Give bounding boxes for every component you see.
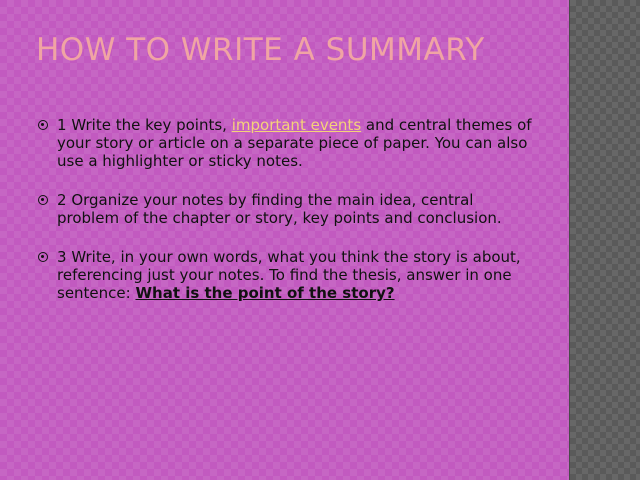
bullet-number-3: 3 xyxy=(57,248,67,266)
bullet-item-3 xyxy=(38,248,538,302)
bullet-circle-icon xyxy=(38,252,48,262)
bullet-number-2: 2 xyxy=(57,191,67,209)
bullet-circle-icon xyxy=(38,120,48,130)
bullet-1-text-after: and central themes of your story or article on a separate piece of paper. You can also use a highlighter or sticky notes. xyxy=(57,116,532,170)
bullet-1-text-before: Write the key points, xyxy=(71,116,232,134)
bullet-list xyxy=(38,116,538,323)
decorative-sidebar xyxy=(569,0,640,480)
bullet-item-1 xyxy=(38,116,538,170)
point-of-story-emphasis: What is the point of the story? xyxy=(135,284,395,302)
bullet-3-text-before: Write, in your own words, what you think the story is about, referencing just your notes. To find the thesis, answer in one sentence: xyxy=(57,248,521,302)
bullet-number-1: 1 xyxy=(57,116,67,134)
bullet-2-text: Organize your notes by finding the main idea, central problem of the chapter or story, key points and conclusion. xyxy=(57,191,502,227)
bullet-text-2 xyxy=(57,191,538,227)
slide-title: HOW TO WRITE A SUMMARY xyxy=(36,32,485,68)
bullet-text-1 xyxy=(57,116,538,170)
bullet-item-2 xyxy=(38,191,538,227)
important-events-link[interactable]: important events xyxy=(231,116,362,134)
bullet-circle-icon xyxy=(38,195,48,205)
bullet-text-3 xyxy=(57,248,538,302)
